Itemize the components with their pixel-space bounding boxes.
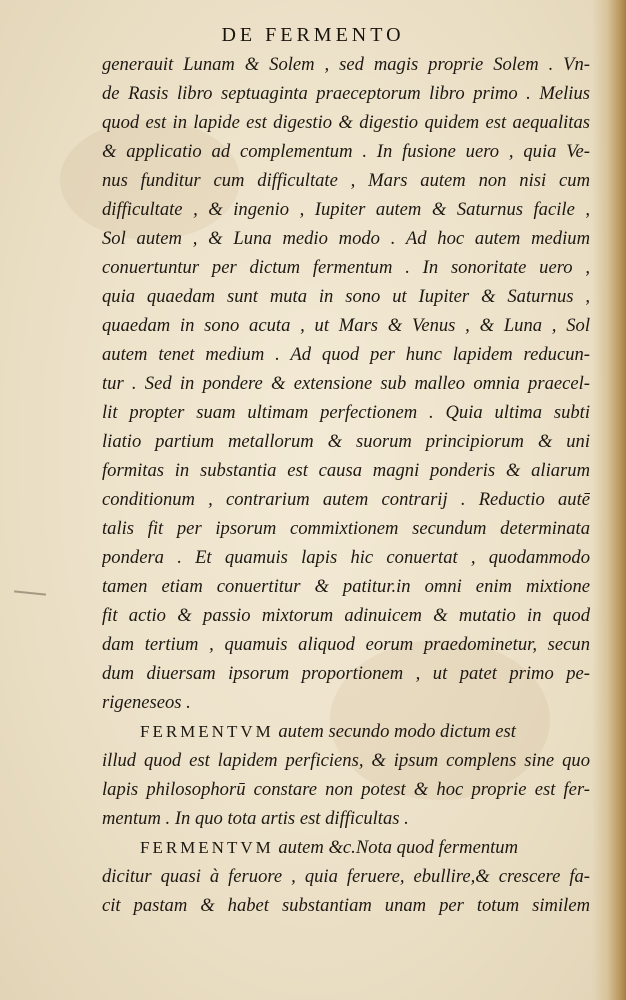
text-line: lapis philosophorū constare non potest & hoc proprie est fer-	[102, 779, 590, 800]
body-text	[102, 50, 590, 920]
text-line: formitas in substantia est causa magni ponderis & aliarum	[102, 460, 590, 481]
text-line: quia quaedam sunt muta in sono ut Iupiter & Saturnus ,	[102, 286, 590, 307]
text-line: tur . Sed in pondere & extensione sub malleo omnia praecel-	[102, 373, 590, 394]
paragraph-start	[102, 717, 590, 746]
text-line: talis fit per ipsorum commixtionem secundum determinata	[102, 518, 590, 539]
small-caps-lead: FERMENTVM	[140, 722, 274, 741]
text-line: cit pastam & habet substantiam unam per totum similem	[102, 895, 590, 916]
text-line: fit actio & passio mixtorum adinuicem & mutatio in quod	[102, 605, 590, 626]
text-line: generauit Lunam & Solem , sed magis proprie Solem . Vn-	[102, 54, 590, 75]
text-line: & applicatio ad complementum . In fusione uero , quia Ve-	[102, 141, 590, 162]
text-line: dum diuersam ipsorum proportionem , ut patet primo pe-	[102, 663, 590, 684]
margin-mark	[14, 590, 46, 595]
text-run: autem &c.Nota quod fermentum	[273, 837, 519, 858]
text-line: Sol autem , & Luna medio modo . Ad hoc autem medium	[102, 228, 590, 249]
text-line: tamen etiam conuertitur & patitur.in omni enim mixtione	[102, 576, 590, 597]
text-line: illud quod est lapidem perficiens, & ipsum complens sine quo	[102, 750, 590, 771]
text-line: mentum . In quo tota artis est difficultas .	[102, 808, 409, 829]
text-line: lit propter suam ultimam perfectionem . Quia ultima subti	[102, 402, 590, 423]
text-line: dam tertium , quamuis aliquod eorum praedominetur, secun	[102, 634, 590, 655]
text-line: difficultate , & ingenio , Iupiter autem & Saturnus facile ,	[102, 199, 590, 220]
running-title: DE FERMENTO	[221, 24, 405, 46]
text-line: quod est in lapide est digestio & digestio quidem est aequalitas	[102, 112, 590, 133]
text-line: rigeneseos .	[102, 692, 191, 713]
text-line: conditionum , contrarium autem contrarij . Reductio autē	[102, 489, 590, 510]
paragraph-start	[102, 833, 590, 862]
text-line: autem tenet medium . Ad quod per hunc lapidem reducun-	[102, 344, 590, 365]
text-line: quaedam in sono acuta , ut Mars & Venus , & Luna , Sol	[102, 315, 590, 336]
page-edge-shadow	[592, 0, 626, 1000]
small-caps-lead: FERMENTVM	[140, 838, 274, 857]
text-line: liatio partium metallorum & suorum principiorum & uni	[102, 431, 590, 452]
text-line: nus funditur cum difficultate , Mars autem non nisi cum	[102, 170, 590, 191]
text-line: conuertuntur per dictum fermentum . In sonoritate uero ,	[102, 257, 590, 278]
text-line: dicitur quasi à feruore , quia feruere, ebullire,& crescere fa-	[102, 866, 590, 887]
text-run: autem secundo modo dictum est	[273, 721, 516, 742]
text-line: pondera . Et quamuis lapis hic conuertat , quodammodo	[102, 547, 590, 568]
text-line: de Rasis libro septuaginta praeceptorum libro primo . Melius	[102, 83, 590, 104]
